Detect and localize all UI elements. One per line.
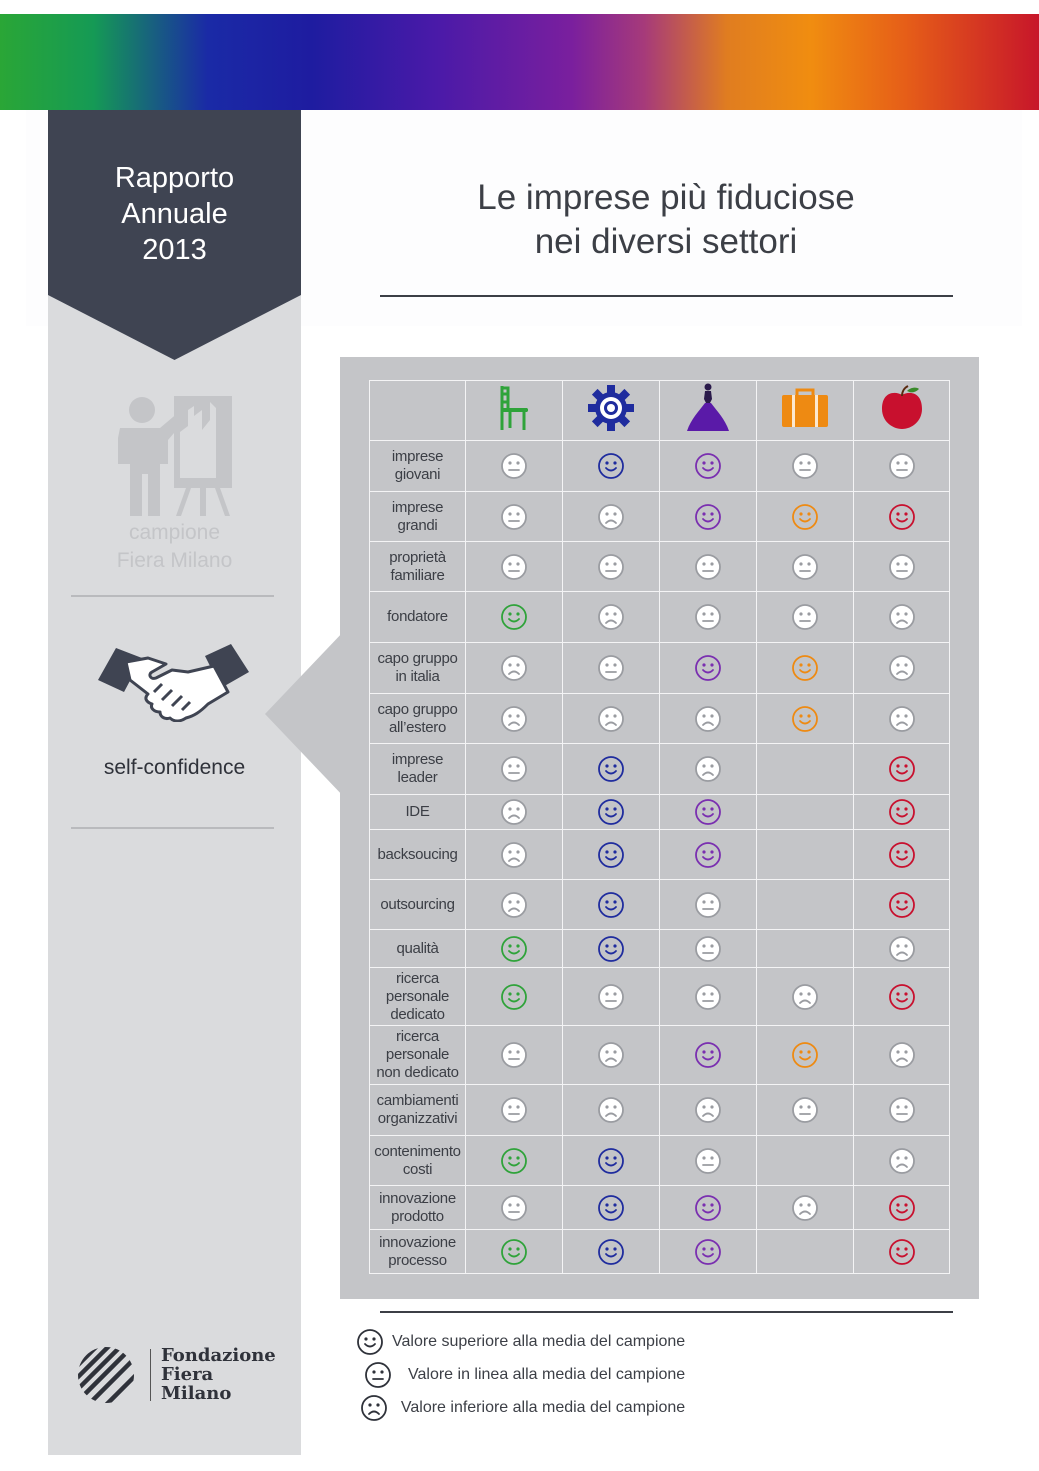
neutral-face-icon xyxy=(791,553,819,581)
table-row xyxy=(370,542,950,592)
sad-face-icon xyxy=(888,603,916,631)
legend-text: Valore superiore alla media del campione xyxy=(392,1332,686,1350)
rating-cell xyxy=(466,1136,563,1186)
row-label: imprese grandi xyxy=(370,492,466,542)
sad-face-icon xyxy=(791,983,819,1011)
gear-icon xyxy=(587,384,635,432)
rating-cell xyxy=(757,643,854,694)
rating-cell xyxy=(660,795,757,830)
dress-icon xyxy=(686,383,730,433)
rating-cell xyxy=(854,968,950,1026)
table-row xyxy=(370,795,950,830)
happy-face-icon xyxy=(694,841,722,869)
rating-cell xyxy=(757,968,854,1026)
rating-cell xyxy=(757,592,854,643)
legend-text: Valore inferiore alla media del campione xyxy=(400,1398,686,1416)
legend-item xyxy=(356,1325,685,1358)
rating-cell xyxy=(854,1085,950,1136)
row-label: capo gruppo all’estero xyxy=(370,694,466,744)
sad-face-icon xyxy=(597,1096,625,1124)
sad-face-icon xyxy=(597,1041,625,1069)
rating-cell xyxy=(563,968,660,1026)
happy-face-icon xyxy=(694,452,722,480)
rating-cell xyxy=(563,1136,660,1186)
rating-cell xyxy=(757,830,854,880)
rating-cell xyxy=(563,1085,660,1136)
table-row xyxy=(370,830,950,880)
row-label: qualità xyxy=(370,930,466,968)
rating-cell xyxy=(466,441,563,492)
happy-face-icon xyxy=(597,798,625,826)
sad-face-icon xyxy=(500,654,528,682)
happy-face-icon xyxy=(888,983,916,1011)
sad-face-icon xyxy=(694,705,722,733)
neutral-face-icon xyxy=(888,553,916,581)
rating-cell xyxy=(660,1230,757,1274)
legend-item xyxy=(356,1391,685,1424)
sad-face-icon xyxy=(500,705,528,733)
neutral-face-icon xyxy=(500,452,528,480)
happy-face-icon xyxy=(791,705,819,733)
rating-cell xyxy=(563,542,660,592)
rating-cell xyxy=(466,492,563,542)
happy-face-icon xyxy=(597,891,625,919)
happy-face-icon xyxy=(597,841,625,869)
rating-cell xyxy=(660,542,757,592)
sad-face-icon xyxy=(597,603,625,631)
title-rule xyxy=(380,295,953,297)
row-label: proprietà familiare xyxy=(370,542,466,592)
table-row xyxy=(370,441,950,492)
row-label: ricerca personale non dedicato xyxy=(370,1026,466,1085)
sad-face-icon xyxy=(791,1194,819,1222)
chair-icon xyxy=(496,384,532,432)
neutral-face-icon xyxy=(500,1194,528,1222)
happy-face-icon xyxy=(694,1041,722,1069)
table-row xyxy=(370,643,950,694)
happy-face-icon xyxy=(500,1238,528,1266)
neutral-face-icon xyxy=(694,935,722,963)
rating-cell xyxy=(854,930,950,968)
table-body xyxy=(370,441,950,1274)
rating-cell xyxy=(660,830,757,880)
sector-header xyxy=(466,381,563,441)
sector-header xyxy=(660,381,757,441)
neutral-face-icon xyxy=(791,603,819,631)
rating-cell xyxy=(757,1026,854,1085)
rating-cell xyxy=(563,830,660,880)
rating-cell xyxy=(854,694,950,744)
happy-face-icon xyxy=(888,503,916,531)
rating-cell xyxy=(466,880,563,930)
rating-cell xyxy=(660,968,757,1026)
sector-header xyxy=(757,381,854,441)
rating-cell xyxy=(466,1085,563,1136)
neutral-face-icon xyxy=(888,452,916,480)
row-label: imprese leader xyxy=(370,744,466,795)
rating-cell xyxy=(563,930,660,968)
rating-cell xyxy=(660,643,757,694)
presenter-icon xyxy=(106,390,236,520)
neutral-face-icon xyxy=(500,553,528,581)
neutral-face-icon xyxy=(888,1096,916,1124)
row-label: fondatore xyxy=(370,592,466,643)
rating-cell xyxy=(757,880,854,930)
rating-cell xyxy=(757,1230,854,1274)
happy-face-icon xyxy=(791,654,819,682)
sad-face-icon xyxy=(500,841,528,869)
sad-face-icon xyxy=(888,935,916,963)
rating-cell xyxy=(757,694,854,744)
fondazione-logo-icon xyxy=(76,1345,136,1405)
rating-cell xyxy=(466,1026,563,1085)
rating-cell xyxy=(854,441,950,492)
table-row xyxy=(370,1186,950,1230)
page-title: Le imprese più fiduciose nei diversi settori xyxy=(477,178,855,261)
rating-cell xyxy=(854,880,950,930)
happy-face-icon xyxy=(597,1194,625,1222)
happy-face-icon xyxy=(694,503,722,531)
rating-cell xyxy=(563,880,660,930)
happy-face-icon xyxy=(791,1041,819,1069)
table-row xyxy=(370,930,950,968)
header-blank-cell xyxy=(370,381,466,441)
sector-header xyxy=(563,381,660,441)
row-label: capo gruppo in italia xyxy=(370,643,466,694)
rating-cell xyxy=(660,441,757,492)
rating-cell xyxy=(466,930,563,968)
rating-cell xyxy=(466,542,563,592)
rating-cell xyxy=(660,694,757,744)
confidence-table xyxy=(369,380,950,1274)
neutral-face-icon xyxy=(791,1096,819,1124)
neutral-face-icon xyxy=(597,983,625,1011)
rating-cell xyxy=(563,744,660,795)
legend-item xyxy=(356,1358,685,1391)
sad-face-icon xyxy=(500,891,528,919)
rating-cell xyxy=(563,441,660,492)
rating-cell xyxy=(757,930,854,968)
row-label: ricerca personale dedicato xyxy=(370,968,466,1026)
rating-cell xyxy=(466,643,563,694)
happy-face-icon xyxy=(694,654,722,682)
rating-cell xyxy=(563,795,660,830)
happy-face-icon xyxy=(888,891,916,919)
row-label: cambiamenti organizzativi xyxy=(370,1085,466,1136)
neutral-face-icon xyxy=(694,1147,722,1175)
happy-face-icon xyxy=(791,503,819,531)
rating-cell xyxy=(466,968,563,1026)
neutral-face-icon xyxy=(500,503,528,531)
rating-cell xyxy=(466,1230,563,1274)
rating-cell xyxy=(854,1136,950,1186)
happy-face-icon xyxy=(597,1147,625,1175)
happy-face-icon xyxy=(888,1194,916,1222)
sad-face-icon xyxy=(888,705,916,733)
rating-cell xyxy=(660,1085,757,1136)
rating-cell xyxy=(854,1026,950,1085)
table-row xyxy=(370,1085,950,1136)
neutral-face-icon xyxy=(694,603,722,631)
row-label: backsoucing xyxy=(370,830,466,880)
rating-cell xyxy=(563,592,660,643)
table-row xyxy=(370,880,950,930)
sad-face-icon xyxy=(694,1096,722,1124)
rating-cell xyxy=(466,795,563,830)
happy-face-icon xyxy=(694,1238,722,1266)
happy-face-icon xyxy=(888,755,916,783)
rating-cell xyxy=(757,1085,854,1136)
neutral-face-icon xyxy=(500,1096,528,1124)
row-label: outsourcing xyxy=(370,880,466,930)
rating-cell xyxy=(854,795,950,830)
neutral-face-icon xyxy=(694,891,722,919)
table-row xyxy=(370,492,950,542)
sad-face-icon xyxy=(694,755,722,783)
sad-face-icon xyxy=(597,503,625,531)
legend-text: Valore in linea alla media del campione xyxy=(408,1365,686,1383)
happy-face-icon xyxy=(694,798,722,826)
happy-face-icon xyxy=(888,798,916,826)
happy-face-icon xyxy=(500,603,528,631)
rating-cell xyxy=(660,930,757,968)
rating-cell xyxy=(757,1186,854,1230)
apple-icon xyxy=(879,385,925,431)
happy-face-icon xyxy=(694,1194,722,1222)
table-row xyxy=(370,592,950,643)
sad-face-icon xyxy=(597,705,625,733)
legend xyxy=(356,1325,685,1424)
rating-cell xyxy=(563,1186,660,1230)
rating-cell xyxy=(757,1136,854,1186)
rating-cell xyxy=(466,1186,563,1230)
happy-face-icon xyxy=(597,452,625,480)
neutral-face-icon xyxy=(597,553,625,581)
sad-face-icon xyxy=(500,798,528,826)
table-row xyxy=(370,744,950,795)
sad-face-icon xyxy=(888,1041,916,1069)
report-title: Rapporto Annuale 2013 xyxy=(114,162,235,266)
rating-cell xyxy=(466,744,563,795)
happy-face-icon xyxy=(500,935,528,963)
legend-rule xyxy=(380,1311,953,1313)
rating-cell xyxy=(757,492,854,542)
happy-face-icon xyxy=(888,1238,916,1266)
rating-cell xyxy=(660,880,757,930)
sidebar-divider xyxy=(71,827,274,829)
neutral-face-icon xyxy=(500,755,528,783)
rating-cell xyxy=(854,592,950,643)
happy-face-icon xyxy=(597,755,625,783)
neutral-face-icon xyxy=(597,654,625,682)
section-label: self-confidence xyxy=(103,756,246,779)
rating-cell xyxy=(563,492,660,542)
table-row xyxy=(370,1026,950,1085)
neutral-face-icon xyxy=(364,1361,392,1389)
neutral-face-icon xyxy=(694,983,722,1011)
rating-cell xyxy=(660,592,757,643)
rating-cell xyxy=(757,441,854,492)
rating-cell xyxy=(660,492,757,542)
rating-cell xyxy=(563,1026,660,1085)
row-label: innovazione prodotto xyxy=(370,1186,466,1230)
row-label: innovazione processo xyxy=(370,1230,466,1274)
rating-cell xyxy=(466,830,563,880)
rating-cell xyxy=(854,492,950,542)
rating-cell xyxy=(660,1026,757,1085)
rating-cell xyxy=(854,744,950,795)
sector-header xyxy=(854,381,950,441)
sidebar-divider xyxy=(71,595,274,597)
rating-cell xyxy=(854,1186,950,1230)
sad-face-icon xyxy=(888,1147,916,1175)
table-row xyxy=(370,1136,950,1186)
neutral-face-icon xyxy=(500,1041,528,1069)
rating-cell xyxy=(854,542,950,592)
campione-label: campione Fiera Milano xyxy=(116,521,233,572)
happy-face-icon xyxy=(500,1147,528,1175)
rating-cell xyxy=(660,1186,757,1230)
happy-face-icon xyxy=(597,935,625,963)
rating-cell xyxy=(660,1136,757,1186)
rating-cell xyxy=(563,643,660,694)
suitcase-icon xyxy=(780,387,830,429)
table-row xyxy=(370,1230,950,1274)
logo-wordmark: Fondazione Fiera Milano xyxy=(161,1345,276,1404)
neutral-face-icon xyxy=(694,553,722,581)
row-label: IDE xyxy=(370,795,466,830)
rating-cell xyxy=(466,694,563,744)
rating-cell xyxy=(660,744,757,795)
happy-face-icon xyxy=(597,1238,625,1266)
handshake-icon xyxy=(96,642,251,722)
sad-face-icon xyxy=(888,654,916,682)
rating-cell xyxy=(854,830,950,880)
rating-cell xyxy=(563,694,660,744)
neutral-face-icon xyxy=(791,452,819,480)
rainbow-header-band xyxy=(0,14,1039,110)
logo-separator xyxy=(150,1349,151,1401)
row-label: imprese giovani xyxy=(370,441,466,492)
row-label: contenimento costi xyxy=(370,1136,466,1186)
rating-cell xyxy=(563,1230,660,1274)
rating-cell xyxy=(757,744,854,795)
happy-face-icon xyxy=(500,983,528,1011)
rating-cell xyxy=(466,592,563,643)
rating-cell xyxy=(854,1230,950,1274)
happy-face-icon xyxy=(888,841,916,869)
rating-cell xyxy=(757,795,854,830)
table-row xyxy=(370,694,950,744)
sad-face-icon xyxy=(360,1394,388,1422)
happy-face-icon xyxy=(356,1328,384,1356)
table-row xyxy=(370,968,950,1026)
table-header-row xyxy=(370,381,950,441)
rating-cell xyxy=(854,643,950,694)
rating-cell xyxy=(757,542,854,592)
